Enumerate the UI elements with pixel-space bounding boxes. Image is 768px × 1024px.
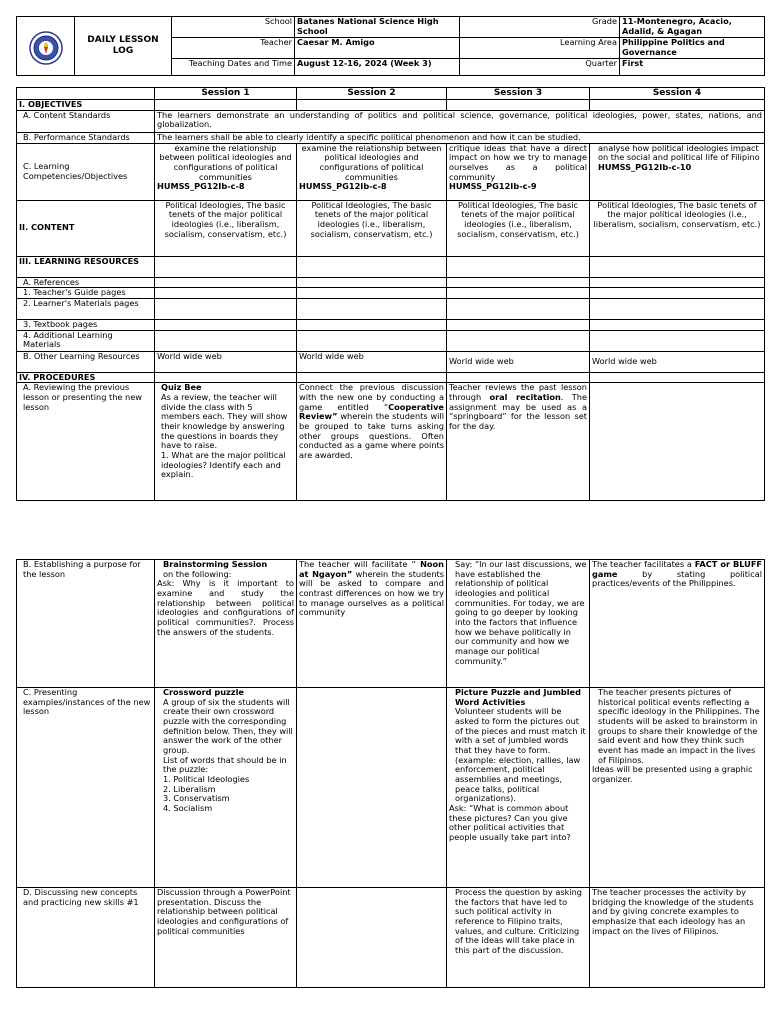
competency-session-1 — [155, 143, 297, 200]
oral-recitation-title: oral recitation — [489, 392, 561, 403]
content-session-3: Political Ideologies, The basic tenets of the major political ideologies (i.e., liberalism, socialism, conservatism, etc.) — [447, 200, 590, 256]
competency-session-2 — [297, 143, 447, 200]
resources-title: III. LEARNING RESOURCES — [17, 256, 155, 277]
content-session-2: Political Ideologies, The basic tenets of the major political ideologies (i.e., liberalism, socialism, conservatism, etc.) — [297, 200, 447, 256]
procedure-b-session-4 — [590, 560, 765, 688]
content-title: II. CONTENT — [17, 200, 155, 256]
competency-session-4 — [590, 143, 765, 200]
other-resource-session-4: World wide web — [590, 351, 765, 372]
other-resource-session-1: World wide web — [155, 351, 297, 372]
content-standards-text: The learners demonstrate an understanding of politics and political science, governance, political ideologies, power, states, nations, and globalization. — [155, 110, 765, 132]
crossword-list-intro: List of words that should be in the puzzle: — [163, 754, 287, 775]
quiz-bee-question: 1. What are the major political ideologies? Identify each and explain. — [161, 450, 286, 480]
procedure-b-label: B. Establishing a purpose for the lesson — [17, 560, 155, 688]
tg-pages-label: 1. Teacher's Guide pages — [17, 288, 155, 299]
school-value: Batanes National Science High School — [295, 17, 460, 38]
objectives-title: I. OBJECTIVES — [17, 100, 155, 111]
cooperative-review-title: Cooperative Review” — [299, 401, 444, 422]
session-1-header: Session 1 — [155, 88, 297, 100]
procedure-a-session-1 — [155, 383, 297, 501]
grade-label: Grade — [460, 17, 620, 38]
quarter-label: Quarter — [460, 59, 620, 76]
header-table — [16, 16, 765, 76]
quarter-value: First — [620, 59, 765, 76]
competencies-label: C. Learning Competencies/Objectives — [17, 143, 155, 200]
log-title: DAILY LESSON LOG — [75, 17, 172, 76]
grade-value: 11-Montenegro, Acacio, Adalid, & Agagan — [620, 17, 765, 38]
procedure-c-session-2 — [297, 688, 447, 888]
session-4-header: Session 4 — [590, 88, 765, 100]
cooperative-review-post: wherein the students will be grouped to take turns asking other groups questions. Often conducted as a game where points are awarded. — [299, 411, 444, 461]
performance-standards-text: The learners shall be able to clearly identify a specific political phenomenon and how it can be studied. — [155, 132, 765, 143]
other-resources-label: B. Other Learning Resources — [17, 351, 155, 372]
deped-seal — [17, 17, 75, 76]
crossword-word: 3. Conservatism — [163, 793, 230, 804]
performance-standards-label: B. Performance Standards — [17, 132, 155, 143]
crossword-text: A group of six the students will create their own crossword puzzle with the corresponding definition below. Then, they will answer the work of the other group. — [163, 696, 293, 756]
procedure-c-session-4 — [590, 688, 765, 888]
brainstorm-on: on the following: — [163, 568, 232, 579]
dates-value: August 12-16, 2024 (Week 3) — [295, 59, 460, 76]
oral-recitation-post: . The assignment may be used as a “springboard” for the lesson set for the day. — [449, 392, 587, 432]
procedure-a-session-3 — [447, 383, 590, 501]
noon-ngayon-post: wherein the students will be asked to compare and contrast differences on how we try to manage ourselves as a political community — [299, 568, 444, 618]
procedure-b-session-1 — [155, 560, 297, 688]
noon-ngayon-title: Noon at Ngayon” — [299, 559, 444, 579]
blank-corner — [17, 88, 155, 100]
content-session-1: Political Ideologies, The basic tenets of the major political ideologies (i.e., liberalism, socialism, conservatism, etc.) — [155, 200, 297, 256]
other-resource-session-2: World wide web — [297, 351, 447, 372]
procedure-c-label: C. Presenting examples/instances of the new lesson — [17, 688, 155, 888]
procedure-c-session-1 — [155, 688, 297, 888]
procedure-c-session-3 — [447, 688, 590, 888]
other-resource-session-3: World wide web — [447, 351, 590, 372]
competency-code: HUMSS_PG12Ib-c-8 — [299, 181, 387, 192]
crossword-word: 1. Political Ideologies — [163, 774, 250, 785]
procedures-title: IV. PROCEDURES — [17, 372, 155, 383]
procedure-b-session-3: Say: “In our last discussions, we have established the relationship of political ideologies and political communities. For today, we are going to go deeper by looking into the factors that influence how we behave politically in our community and how we manage our political community.” — [447, 560, 590, 688]
procedure-d-label: D. Discussing new concepts and practicing new skills #1 — [17, 888, 155, 988]
additional-materials-label: 4. Additional Learning Materials — [17, 330, 155, 351]
competency-text: examine the relationship between political ideologies and configurations of political communities — [301, 143, 442, 182]
dates-label: Teaching Dates and Time — [172, 59, 295, 76]
competency-text: examine the relationship between political ideologies and configurations of political communities — [159, 143, 292, 182]
procedure-d-session-2 — [297, 888, 447, 988]
area-value: Philippine Politics and Governance — [620, 38, 765, 59]
lesson-table-bottom — [16, 559, 765, 988]
fact-bluff-title: FACT or BLUFF game — [592, 559, 763, 579]
textbook-pages-label: 3. Textbook pages — [17, 320, 155, 331]
brainstorm-title: Brainstorming Session — [163, 559, 268, 569]
content-standards-label: A. Content Standards — [17, 110, 155, 132]
lesson-table-top — [16, 87, 765, 501]
seal-icon — [29, 31, 63, 65]
teacher-value: Caesar M. Amigo — [295, 38, 460, 59]
procedure-d-session-1: Discussion through a PowerPoint presentation. Discuss the relationship between political ideologies and configurations of political communities — [155, 888, 297, 988]
procedure-b-session-2 — [297, 560, 447, 688]
crossword-title: Crossword puzzle — [163, 687, 244, 697]
session-3-header: Session 3 — [447, 88, 590, 100]
cooperative-review-pre: Connect the previous discussion with the new one by conducting a game entitled “ — [299, 382, 444, 412]
competency-code: HUMSS_PG12Ib-c-8 — [157, 181, 245, 192]
picture-puzzle-text: Volunteer students will be asked to form the pictures out of the pieces and must match it with a set of jumbled words that they have to form. (example: election, rallies, law enforcement, political assemblies and meetings, peace talks, political organizations). — [455, 706, 586, 804]
competency-text: critique ideas that have a direct impact on how we try to manage ourselves as a political community — [449, 143, 587, 182]
fact-bluff-pre: The teacher facilitates a — [592, 559, 695, 569]
lm-pages-label: 2. Learner's Materials pages — [17, 299, 155, 320]
content-session-4: Political Ideologies, The basic tenets of the major political ideologies (i.e., liberalism, socialism, conservatism, etc.) — [590, 200, 765, 256]
picture-puzzle-ask: Ask: “What is common about these pictures? Can you give other political activities that people usually take part into? — [449, 803, 571, 843]
oral-recitation-pre: Teacher reviews the past lesson through — [449, 382, 587, 403]
teacher-label: Teacher — [172, 38, 295, 59]
noon-ngayon-pre: The teacher will facilitate “ — [299, 559, 421, 569]
competency-session-3 — [447, 143, 590, 200]
procedure-a-session-2 — [297, 383, 447, 501]
fact-bluff-post: by stating political practices/events of the Philippines. — [592, 568, 762, 589]
session-2-header: Session 2 — [297, 88, 447, 100]
quiz-bee-title: Quiz Bee — [161, 382, 202, 393]
brainstorm-text: Ask: Why is it important to examine and study the relationship between political ideologies and configurations of political communities?. Process the answers of the students. — [157, 578, 294, 637]
procedure-d-session-4: The teacher processes the activity by bridging the knowledge of the students and by giving concrete examples to emphasize that each ideology has an impact on the lives of Filipinos. — [590, 888, 765, 988]
crossword-word: 2. Liberalism — [163, 783, 216, 794]
procedure-a-label: A. Reviewing the previous lesson or presenting the new lesson — [17, 383, 155, 501]
crossword-word: 4. Socialism — [163, 803, 213, 814]
procedure-a-session-4 — [590, 383, 765, 501]
graphic-organizer-text: Ideas will be presented using a graphic organizer. — [592, 764, 753, 785]
picture-puzzle-title: Picture Puzzle and Jumbled Word Activities — [455, 687, 581, 707]
quiz-bee-text: As a review, the teacher will divide the class with 5 members each. They will show their knowledge by answering the questions in boards they have to raise. — [161, 392, 288, 451]
references-label: A. References — [17, 277, 155, 288]
competency-text: analyse how political ideologies impact on the social and political life of Filipino — [598, 143, 760, 163]
historical-events-text: The teacher presents pictures of historical political events reflecting a specific ideology in the Philippines. The students will be asked to brainstorm in groups to share their knowledge of the said event and how they think such event has made an impact in the lives of Filipinos. — [598, 687, 760, 765]
competency-code: HUMSS_PG12Ib-c-10 — [598, 162, 692, 173]
procedure-d-session-3: Process the question by asking the factors that have led to such political activity in reference to Filipino traits, values, and culture. Criticizing of the ideas will take place in this part of the discussion. — [447, 888, 590, 988]
area-label: Learning Area — [460, 38, 620, 59]
school-label: School — [172, 17, 295, 38]
competency-code: HUMSS_PG12Ib-c-9 — [449, 181, 537, 192]
